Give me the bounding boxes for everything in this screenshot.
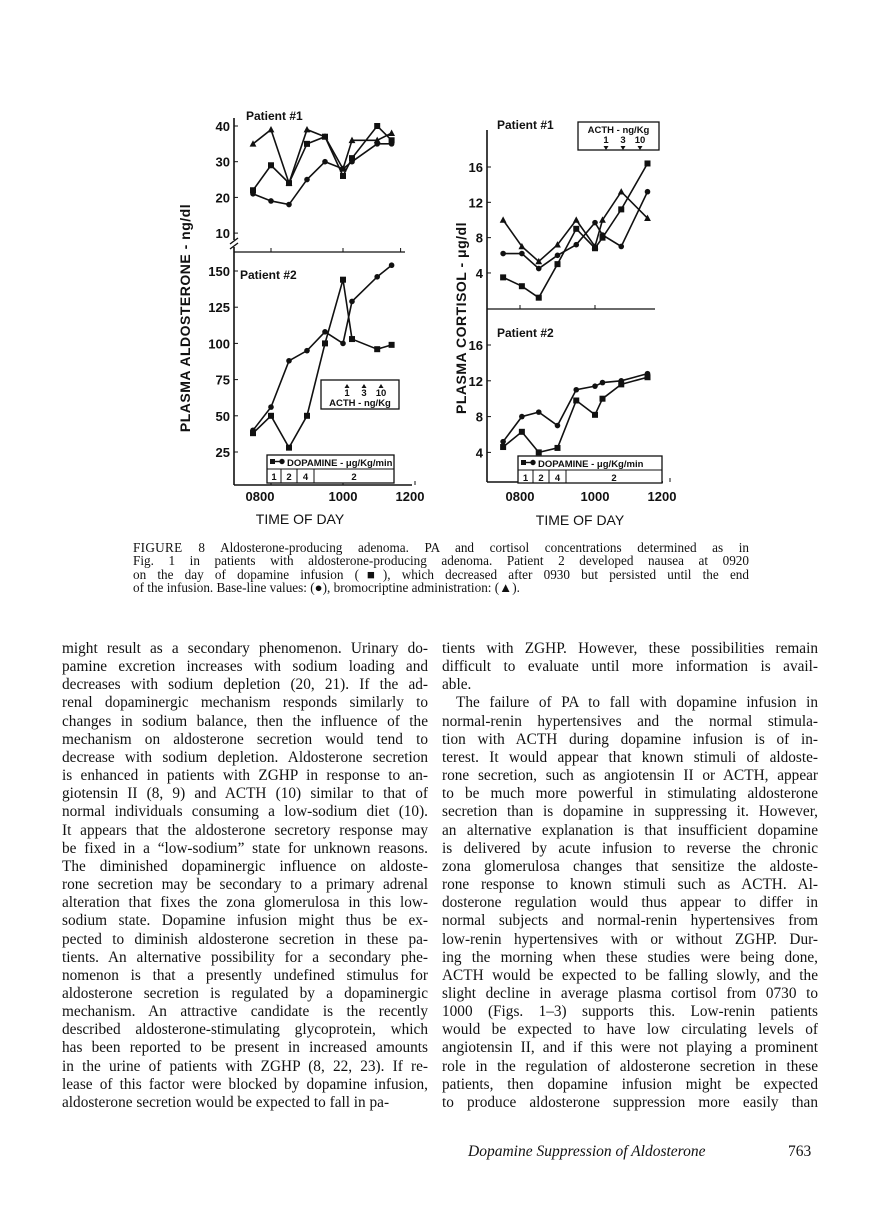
acth-legend-title: ACTH - ng/Kg <box>587 125 650 136</box>
text-line: patients, then dopamine infusion might be expected <box>442 1075 818 1093</box>
data-point-dopamine-infusion <box>592 412 598 418</box>
data-point-bromocriptine <box>618 188 625 194</box>
text-line: normal individuals consuming a low-sodium diet (10). <box>62 803 428 821</box>
text-line: tients. An alternative possibility for a secondary phe- <box>62 948 428 966</box>
data-point-bromocriptine <box>268 126 275 132</box>
data-point-dopamine-infusion <box>592 245 598 251</box>
figure-label: FIGURE 8 <box>133 540 206 555</box>
data-point-dopamine-infusion <box>645 374 651 380</box>
data-point-dopamine-infusion <box>600 235 606 241</box>
data-point-base-line <box>304 348 310 354</box>
y-tick-label: 4 <box>475 265 483 281</box>
y-tick-label: 4 <box>475 445 483 461</box>
data-point-base-line <box>592 220 598 226</box>
data-point-base-line <box>536 409 542 415</box>
text-line: sodium state. Dopamine infusion might thus be ex- <box>62 912 428 930</box>
text-line: able. <box>442 676 472 694</box>
acth-dose-label: 3 <box>620 135 626 146</box>
caption-line: Aldosterone-producing adenoma. PA and cortisol concentrations determined as in <box>205 540 749 555</box>
data-point-base-line <box>286 202 292 208</box>
data-point-base-line <box>268 404 274 410</box>
y-tick-label: 40 <box>215 119 230 134</box>
panel-label: Patient #2 <box>497 326 554 340</box>
text-line: would be expected to have low circulating levels of <box>442 1021 818 1039</box>
y-tick-label: 30 <box>215 154 230 170</box>
text-line: ACTH would be expected to be falling slowly, and the <box>442 966 818 984</box>
text-line: role in the regulation of aldosterone secretion in these <box>442 1057 818 1075</box>
body-column-left <box>62 640 428 1112</box>
caption-line: of the infusion. Base-line values: (●), bromocriptine administration: (▲). <box>133 580 520 596</box>
text-line: described aldosterone-stimulating glycoprotein, which <box>62 1021 428 1039</box>
text-line: might result as a secondary phenomenon. Urinary do- <box>62 640 428 657</box>
data-point-base-line <box>374 141 380 147</box>
y-tick-label: 8 <box>475 230 483 246</box>
acth-dose-label: 1 <box>603 135 609 146</box>
y-tick-label: 8 <box>475 409 483 425</box>
data-point-dopamine-infusion <box>519 283 525 289</box>
data-point-dopamine-infusion <box>645 160 651 166</box>
data-point-dopamine-infusion <box>600 396 606 402</box>
data-point-dopamine-infusion <box>268 413 274 419</box>
data-point-dopamine-infusion <box>250 430 256 436</box>
text-line: to produce aldosterone suppression more easily than <box>442 1093 818 1111</box>
acth-dose-label: 1 <box>344 388 350 399</box>
data-point-dopamine-infusion <box>536 295 542 301</box>
text-line: pected to diminish aldosterone secretion in these pa- <box>62 930 428 948</box>
acth-dose-label: 3 <box>361 388 367 399</box>
data-point-dopamine-infusion <box>322 134 328 140</box>
data-point-base-line <box>250 191 256 197</box>
y-tick-label: 12 <box>468 373 483 389</box>
square-marker-icon <box>270 459 275 464</box>
text-line: normal subjects and normal-renin hypertensives from <box>442 912 818 930</box>
y-tick-label: 50 <box>215 408 230 424</box>
text-line: mechanism. An attractive candidate is the recently <box>62 1003 428 1021</box>
figure-caption <box>133 541 749 595</box>
data-point-dopamine-infusion <box>349 336 355 342</box>
data-point-bromocriptine <box>500 216 507 222</box>
data-point-base-line <box>519 251 525 257</box>
series-line-dopamine-infusion <box>253 280 392 448</box>
data-point-dopamine-infusion <box>340 173 346 179</box>
y-tick-label: 75 <box>215 372 230 388</box>
square-marker-icon <box>521 460 526 465</box>
panel-label: Patient #1 <box>497 118 554 132</box>
dopamine-dose-label: 1 <box>271 472 277 483</box>
text-line: The diminished dopaminergic influence on aldoste- <box>62 857 428 875</box>
data-point-dopamine-infusion <box>536 449 542 455</box>
data-point-dopamine-infusion <box>573 226 579 232</box>
text-line: low-renin hypertensives with or without ZGHP. Dur- <box>442 930 818 948</box>
data-point-base-line <box>618 244 624 250</box>
text-line: tients with ZGHP. However, these possibilities remain <box>442 640 818 657</box>
data-point-dopamine-infusion <box>618 381 624 387</box>
data-point-base-line <box>340 166 346 172</box>
data-point-dopamine-infusion <box>322 340 328 346</box>
data-point-dopamine-infusion <box>573 397 579 403</box>
text-line: difficult to evaluate until more information is avail- <box>442 658 818 676</box>
data-point-dopamine-infusion <box>340 277 346 283</box>
circle-marker-icon <box>279 459 284 464</box>
data-point-dopamine-infusion <box>555 261 561 267</box>
data-point-base-line <box>519 414 525 420</box>
text-line: is delivered by acute infusion to reverse the chronic <box>442 839 818 857</box>
panel-label: Patient #2 <box>240 268 297 282</box>
data-point-base-line <box>389 262 395 268</box>
data-point-base-line <box>268 198 274 204</box>
y-axis-label: PLASMA CORTISOL - μg/dl <box>453 222 469 414</box>
text-line: changes in sodium balance, then the influence of the <box>62 712 428 730</box>
x-tick-label: 1200 <box>647 489 677 504</box>
acth-dose-label: 10 <box>375 388 387 399</box>
page-number: 763 <box>788 1143 812 1160</box>
text-line: zona glomerulosa changes that sensitize the aldoste- <box>442 857 818 875</box>
text-line: slight decline in average plasma cortisol from 0730 to <box>442 984 818 1002</box>
data-point-bromocriptine <box>573 216 580 222</box>
data-point-base-line <box>374 274 380 280</box>
dopamine-legend-title: DOPAMINE - μg/Kg/min <box>287 458 393 469</box>
x-tick-label: 1000 <box>580 489 610 504</box>
y-tick-label: 16 <box>468 338 483 353</box>
dopamine-dose-label: 2 <box>286 472 292 483</box>
data-point-dopamine-infusion <box>519 429 525 435</box>
panel-label: Patient #1 <box>246 109 303 123</box>
data-point-dopamine-infusion <box>500 274 506 280</box>
text-line: nomenon is that a presently undefined stimulus for <box>62 966 428 984</box>
running-title: Dopamine Suppression of Aldosterone <box>468 1143 706 1160</box>
data-point-base-line <box>592 383 598 389</box>
acth-legend-title: ACTH - ng/Kg <box>329 398 391 409</box>
acth-dose-label: 10 <box>634 135 646 146</box>
x-tick-label: 0800 <box>505 489 535 504</box>
data-point-base-line <box>536 266 542 272</box>
data-point-base-line <box>349 159 355 165</box>
circle-marker-icon <box>530 460 535 465</box>
dopamine-dose-label: 4 <box>302 472 309 483</box>
text-line: decreases with sodium depletion (20, 21). If the ad- <box>62 676 428 694</box>
text-line: rone secretion, such as angiotensin II or ACTH, appear <box>442 767 818 785</box>
data-point-base-line <box>389 141 395 147</box>
text-line: in the urine of patients with ZGHP (8, 22, 23). If re- <box>62 1057 428 1075</box>
data-point-dopamine-infusion <box>500 444 506 450</box>
text-line: aldosterone secretion is regulated by a dopaminergic <box>62 984 428 1002</box>
y-tick-label: 25 <box>215 445 230 460</box>
dopamine-dose-label: 1 <box>522 473 529 484</box>
dopamine-dose-label: 4 <box>554 473 561 484</box>
text-line: terest. It would appear that known stimuli of aldoste- <box>442 748 818 766</box>
text-line: The failure of PA to fall with dopamine infusion in <box>456 694 818 712</box>
text-line: rone response to known stimuli such as ACTH. Al- <box>442 876 818 894</box>
text-line: has been reported to be present in increased amounts <box>62 1039 428 1057</box>
text-line: be fixed in a “low-sodium” state for unknown reasons. <box>62 839 428 857</box>
y-tick-label: 125 <box>208 300 230 316</box>
text-line: to be much more powerful in stimulating aldosterone <box>442 785 818 803</box>
data-point-base-line <box>573 387 579 393</box>
text-line: angiotensin II, and if this were not playing a prominent <box>442 1039 818 1057</box>
text-line: dosterone regulation would thus appear to differ in <box>442 894 818 912</box>
text-line: normal-renin hypertensives and the normal stimula- <box>442 712 818 730</box>
caption-line: on the day of dopamine infusion (■), which decreased after 0930 but persisted until the end <box>133 566 749 582</box>
data-point-dopamine-infusion <box>304 413 310 419</box>
text-line: an alternative explanation is that insufficient dopamine <box>442 821 818 839</box>
figure-8 <box>0 0 884 560</box>
data-point-dopamine-infusion <box>268 162 274 168</box>
dopamine-legend-title: DOPAMINE - μg/Kg/min <box>538 459 644 470</box>
dopamine-dose-label: 2 <box>611 473 617 484</box>
data-point-dopamine-infusion <box>389 342 395 348</box>
y-tick-label: 150 <box>208 264 230 279</box>
text-line: rone secretion may be secondary to a primary adrenal <box>62 876 428 894</box>
text-line: alteration that fixes the zona glomerulosa in this low- <box>62 894 428 912</box>
data-point-base-line <box>573 242 579 248</box>
data-point-base-line <box>340 341 346 347</box>
y-tick-label: 100 <box>208 336 230 352</box>
data-point-dopamine-infusion <box>555 445 561 451</box>
data-point-base-line <box>349 299 355 305</box>
data-point-dopamine-infusion <box>618 206 624 212</box>
data-point-base-line <box>322 159 328 165</box>
text-line: pamine excretion increases with sodium loading and <box>62 658 428 676</box>
data-point-dopamine-infusion <box>286 180 292 186</box>
data-point-dopamine-infusion <box>304 141 310 147</box>
text-line: tion with ACTH during dopamine infusion is of in- <box>442 730 818 748</box>
data-point-base-line <box>500 251 506 257</box>
x-tick-label: 1000 <box>328 489 358 504</box>
text-line: aldosterone secretion would be expected to fall in pa- <box>62 1093 390 1111</box>
data-point-base-line <box>600 380 606 386</box>
data-point-bromocriptine <box>388 130 395 136</box>
data-point-dopamine-infusion <box>374 123 380 129</box>
dopamine-dose-label: 2 <box>351 472 357 483</box>
text-line: secretion than is dopamine in suppressing it. However, <box>442 803 818 821</box>
y-tick-label: 12 <box>468 195 483 211</box>
text-line: 1000 (Figs. 1–3) supports this. Low-renin patients <box>442 1003 818 1021</box>
data-point-base-line <box>286 358 292 364</box>
data-point-dopamine-infusion <box>374 346 380 352</box>
text-line: lease of this factor were blocked by dopamine infusion, <box>62 1075 428 1093</box>
text-line: mechanism on aldosterone secretion would tend to <box>62 730 428 748</box>
body-column-right <box>442 640 818 1112</box>
caption-line: Fig. 1 in patients with aldosterone-producing adenoma. Patient 2 developed nausea at 0920 <box>133 553 749 569</box>
y-tick-label: 20 <box>215 190 230 206</box>
y-tick-label: 10 <box>215 226 230 242</box>
text-line: ing the morning when these studies were being done, <box>442 948 818 966</box>
text-line: renal dopaminergic mechanism responds similarly to <box>62 694 428 712</box>
text-line: decrease with sodium depletion. Aldosterone secretion <box>62 748 428 766</box>
data-point-base-line <box>645 189 651 195</box>
x-tick-label: 1200 <box>395 489 425 504</box>
y-tick-label: 16 <box>468 160 483 175</box>
text-line: is enhanced in patients with ZGHP in response to an- <box>62 767 428 785</box>
data-point-base-line <box>555 423 561 429</box>
y-axis-label: PLASMA ALDOSTERONE - ng/dl <box>177 203 193 433</box>
data-point-dopamine-infusion <box>286 445 292 451</box>
x-tick-label: 0800 <box>245 489 275 504</box>
x-axis-label: TIME OF DAY <box>535 512 625 528</box>
text-line: giotensin II (8, 9) and ACTH (10) similar to that of <box>62 785 428 803</box>
data-point-base-line <box>304 177 310 183</box>
dopamine-dose-label: 2 <box>538 473 544 484</box>
data-point-bromocriptine <box>304 126 311 132</box>
data-point-base-line <box>500 439 506 445</box>
text-line: It appears that the aldosterone secretory response may <box>62 821 428 839</box>
data-point-base-line <box>555 253 561 259</box>
series-line-base-line <box>253 144 392 205</box>
x-axis-label: TIME OF DAY <box>255 511 345 527</box>
